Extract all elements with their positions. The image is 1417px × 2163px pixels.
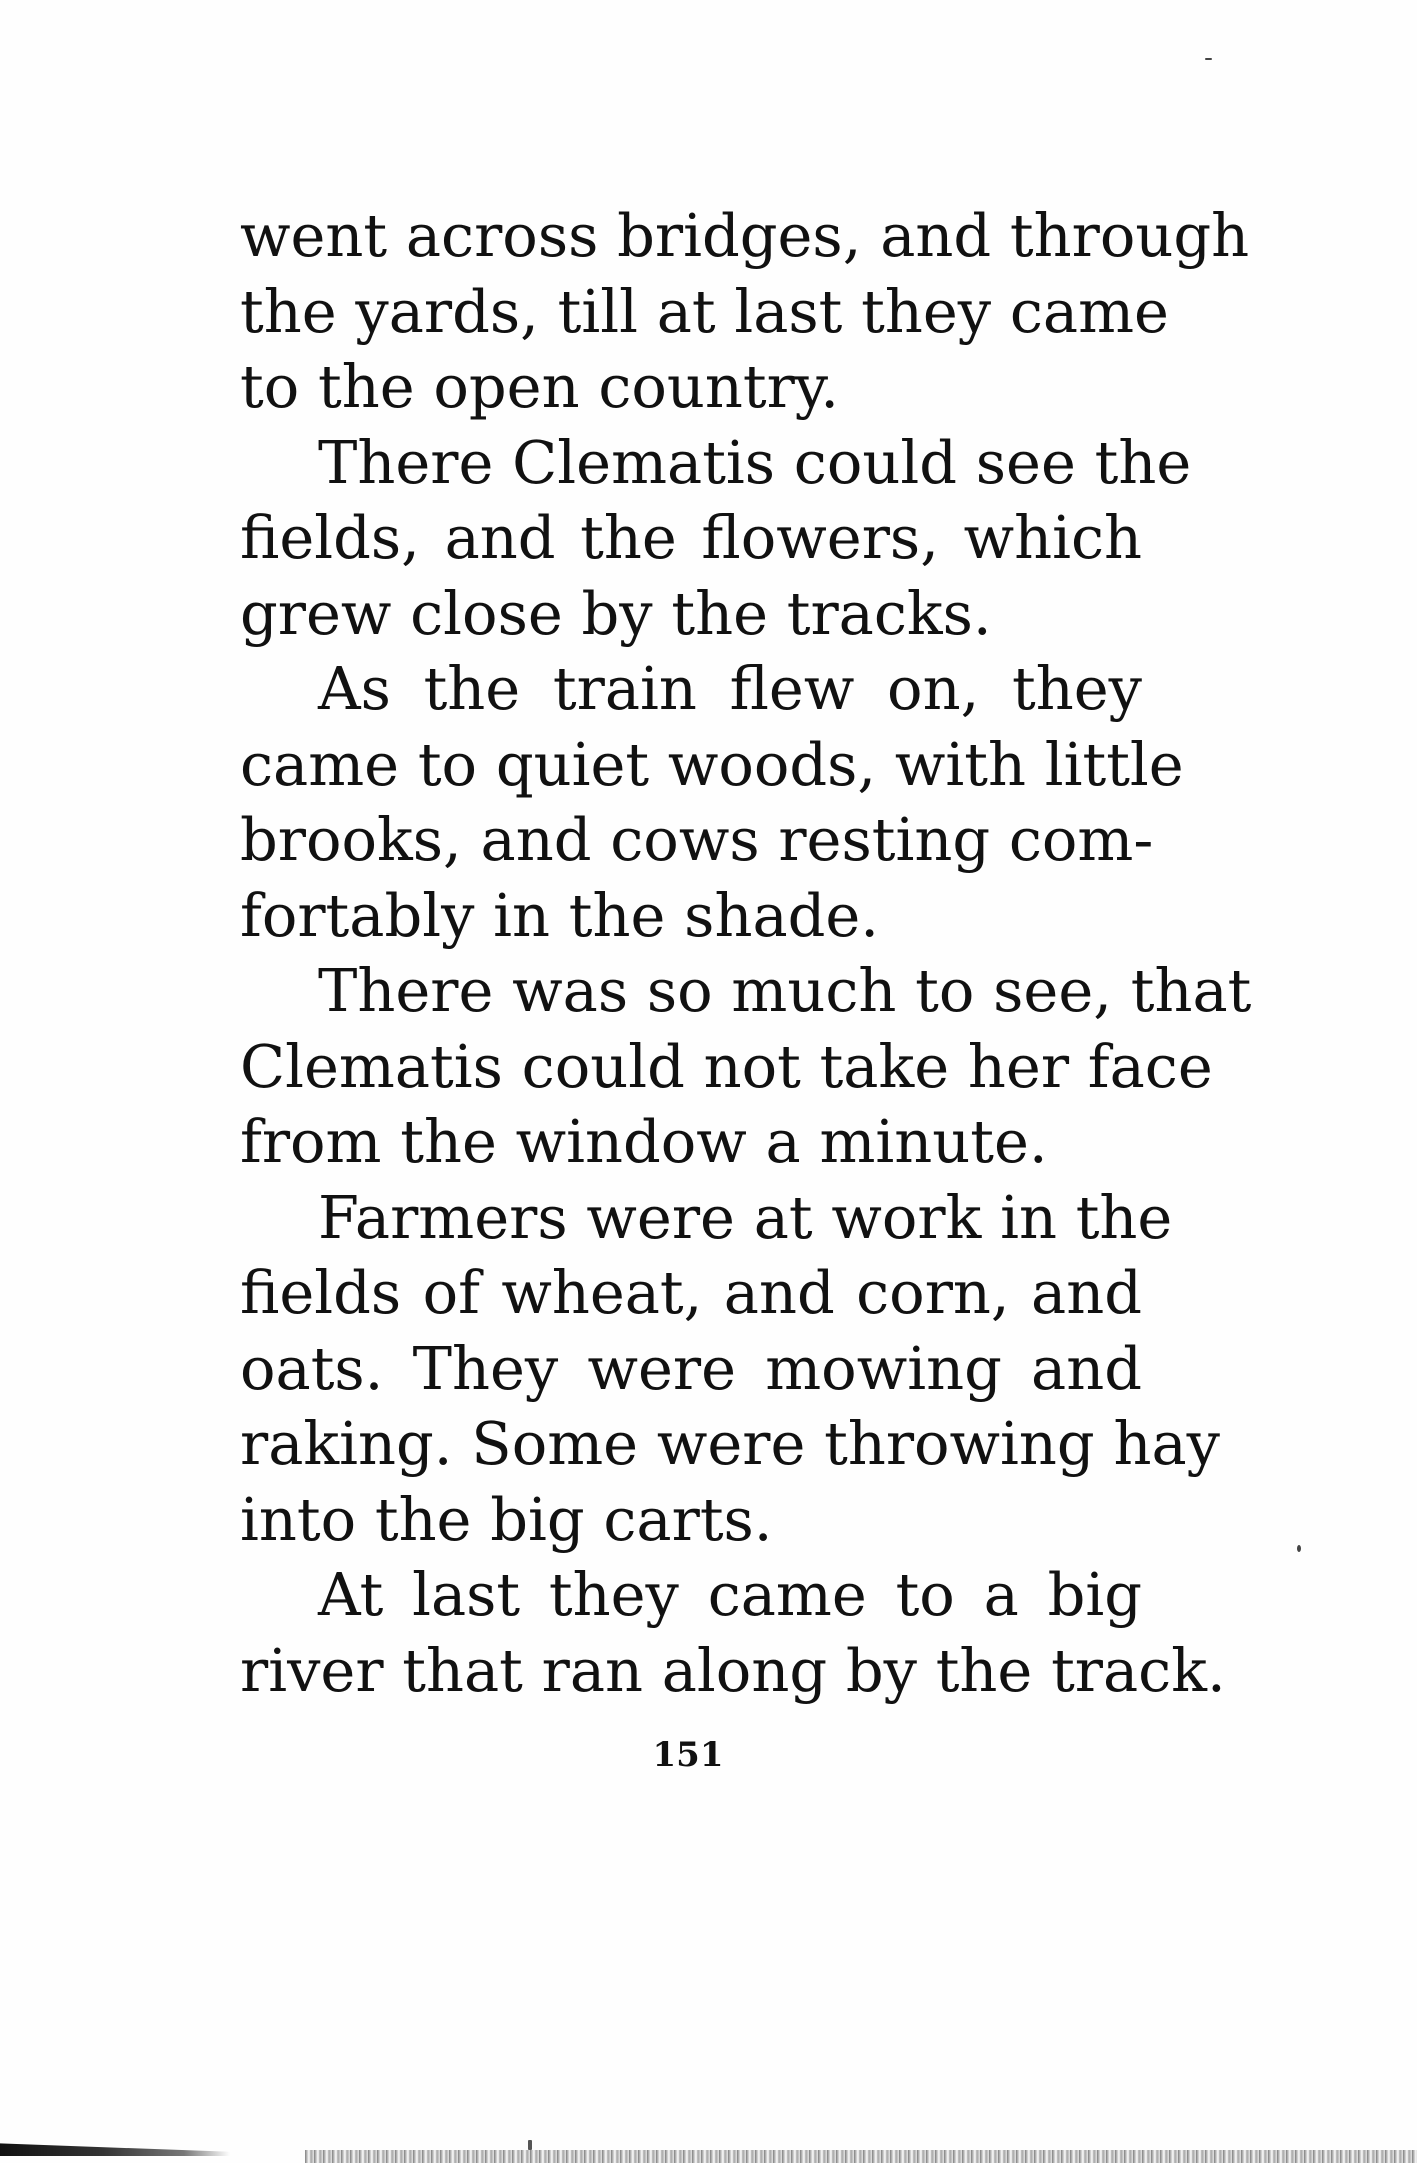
text-line: Clematis could not take her face (240, 1031, 1213, 1101)
body-text (240, 198, 1252, 1708)
text-line: fields, and the flowers, which (240, 503, 1142, 572)
text-line: At last they came to a big (318, 1560, 1142, 1629)
scan-speck (1205, 58, 1212, 60)
text-line: brooks, and cows resting com- (240, 805, 1154, 874)
text-line: into the big carts. (240, 1484, 773, 1554)
text-line: There Clematis could see the (318, 427, 1192, 497)
text-line: grew close by the tracks. (240, 578, 992, 648)
text-line: oats. They were mowing and (240, 1333, 1142, 1403)
text-line: to the open country. (240, 352, 840, 421)
scan-edge-noise (305, 2150, 1417, 2163)
scan-speck (528, 2140, 532, 2150)
page-number: 151 (652, 1735, 724, 1775)
text-line: came to quiet woods, with little (240, 729, 1184, 799)
text-line: went across bridges, and through (240, 201, 1250, 270)
scan-speck (1297, 1545, 1301, 1552)
text-line: There was so much to see, that (318, 956, 1252, 1025)
text-line: the yards, till at last they came (240, 276, 1169, 346)
text-line: Farmers were at work in the (318, 1182, 1173, 1252)
scan-edge-shadow (0, 2142, 230, 2156)
text-line: raking. Some were throwing hay (240, 1409, 1220, 1478)
text-line: from the window a minute. (240, 1107, 1048, 1176)
text-line: As the train flew on, they (318, 654, 1142, 723)
text-line: fortably in the shade. (240, 880, 880, 950)
text-line: fields of wheat, and corn, and (240, 1258, 1142, 1327)
text-line: river that ran along by the track. (240, 1635, 1226, 1705)
